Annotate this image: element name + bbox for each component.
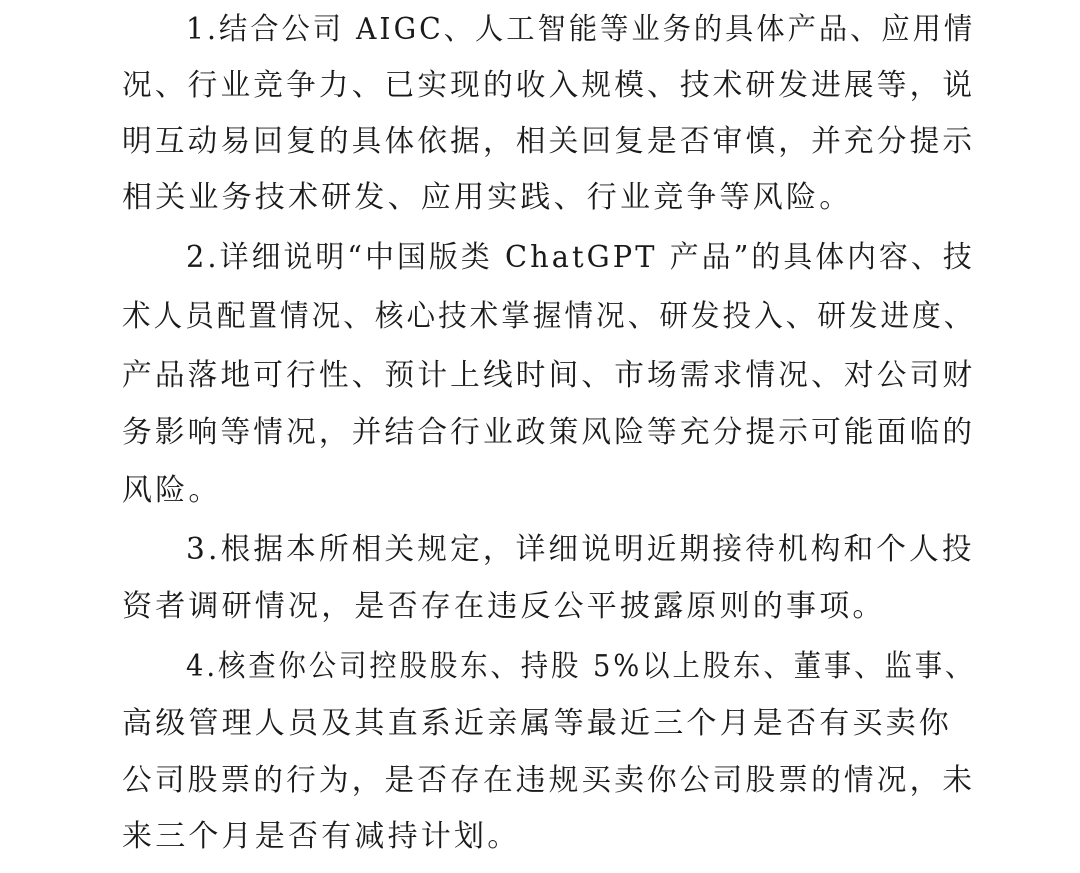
paragraph-2-line-3: 产品落地可行性、预计上线时间、市场需求情况、对公司财 <box>122 358 976 393</box>
paragraph-2-line-4: 务影响等情况，并结合行业政策风险等充分提示可能面临的 <box>122 415 976 450</box>
paragraph-3-line-1: 3.根据本所相关规定，详细说明近期接待机构和个人投 <box>186 532 975 567</box>
paragraph-2-line-2: 术人员配置情况、核心技术掌握情况、研发投入、研发进度、 <box>122 299 976 334</box>
paragraph-1-line-1: 1.结合公司 AIGC、人工智能等业务的具体产品、应用情 <box>186 12 976 47</box>
paragraph-3-line-2: 资者调研情况，是否存在违反公平披露原则的事项。 <box>122 589 886 624</box>
paragraph-4-line-4: 来三个月是否有减持计划。 <box>122 819 521 854</box>
paragraph-1-line-3: 明互动易回复的具体依据，相关回复是否审慎，并充分提示 <box>122 124 976 159</box>
paragraph-4-line-1: 4.核查你公司控股股东、持股 5%以上股东、董事、监事、 <box>186 649 976 684</box>
paragraph-2-line-5: 风险。 <box>122 473 222 508</box>
paragraph-1-line-4: 相关业务技术研发、应用实践、行业竞争等风险。 <box>122 180 853 215</box>
paragraph-4-line-3: 公司股票的行为，是否存在违规买卖你公司股票的情况，未 <box>122 763 976 798</box>
paragraph-1-line-2: 况、行业竞争力、已实现的收入规模、技术研发进展等，说 <box>122 68 976 103</box>
paragraph-4-line-2: 高级管理人员及其直系近亲属等最近三个月是否有买卖你 <box>122 706 952 741</box>
paragraph-2-line-1: 2.详细说明“中国版类 ChatGPT 产品”的具体内容、技 <box>186 240 975 275</box>
